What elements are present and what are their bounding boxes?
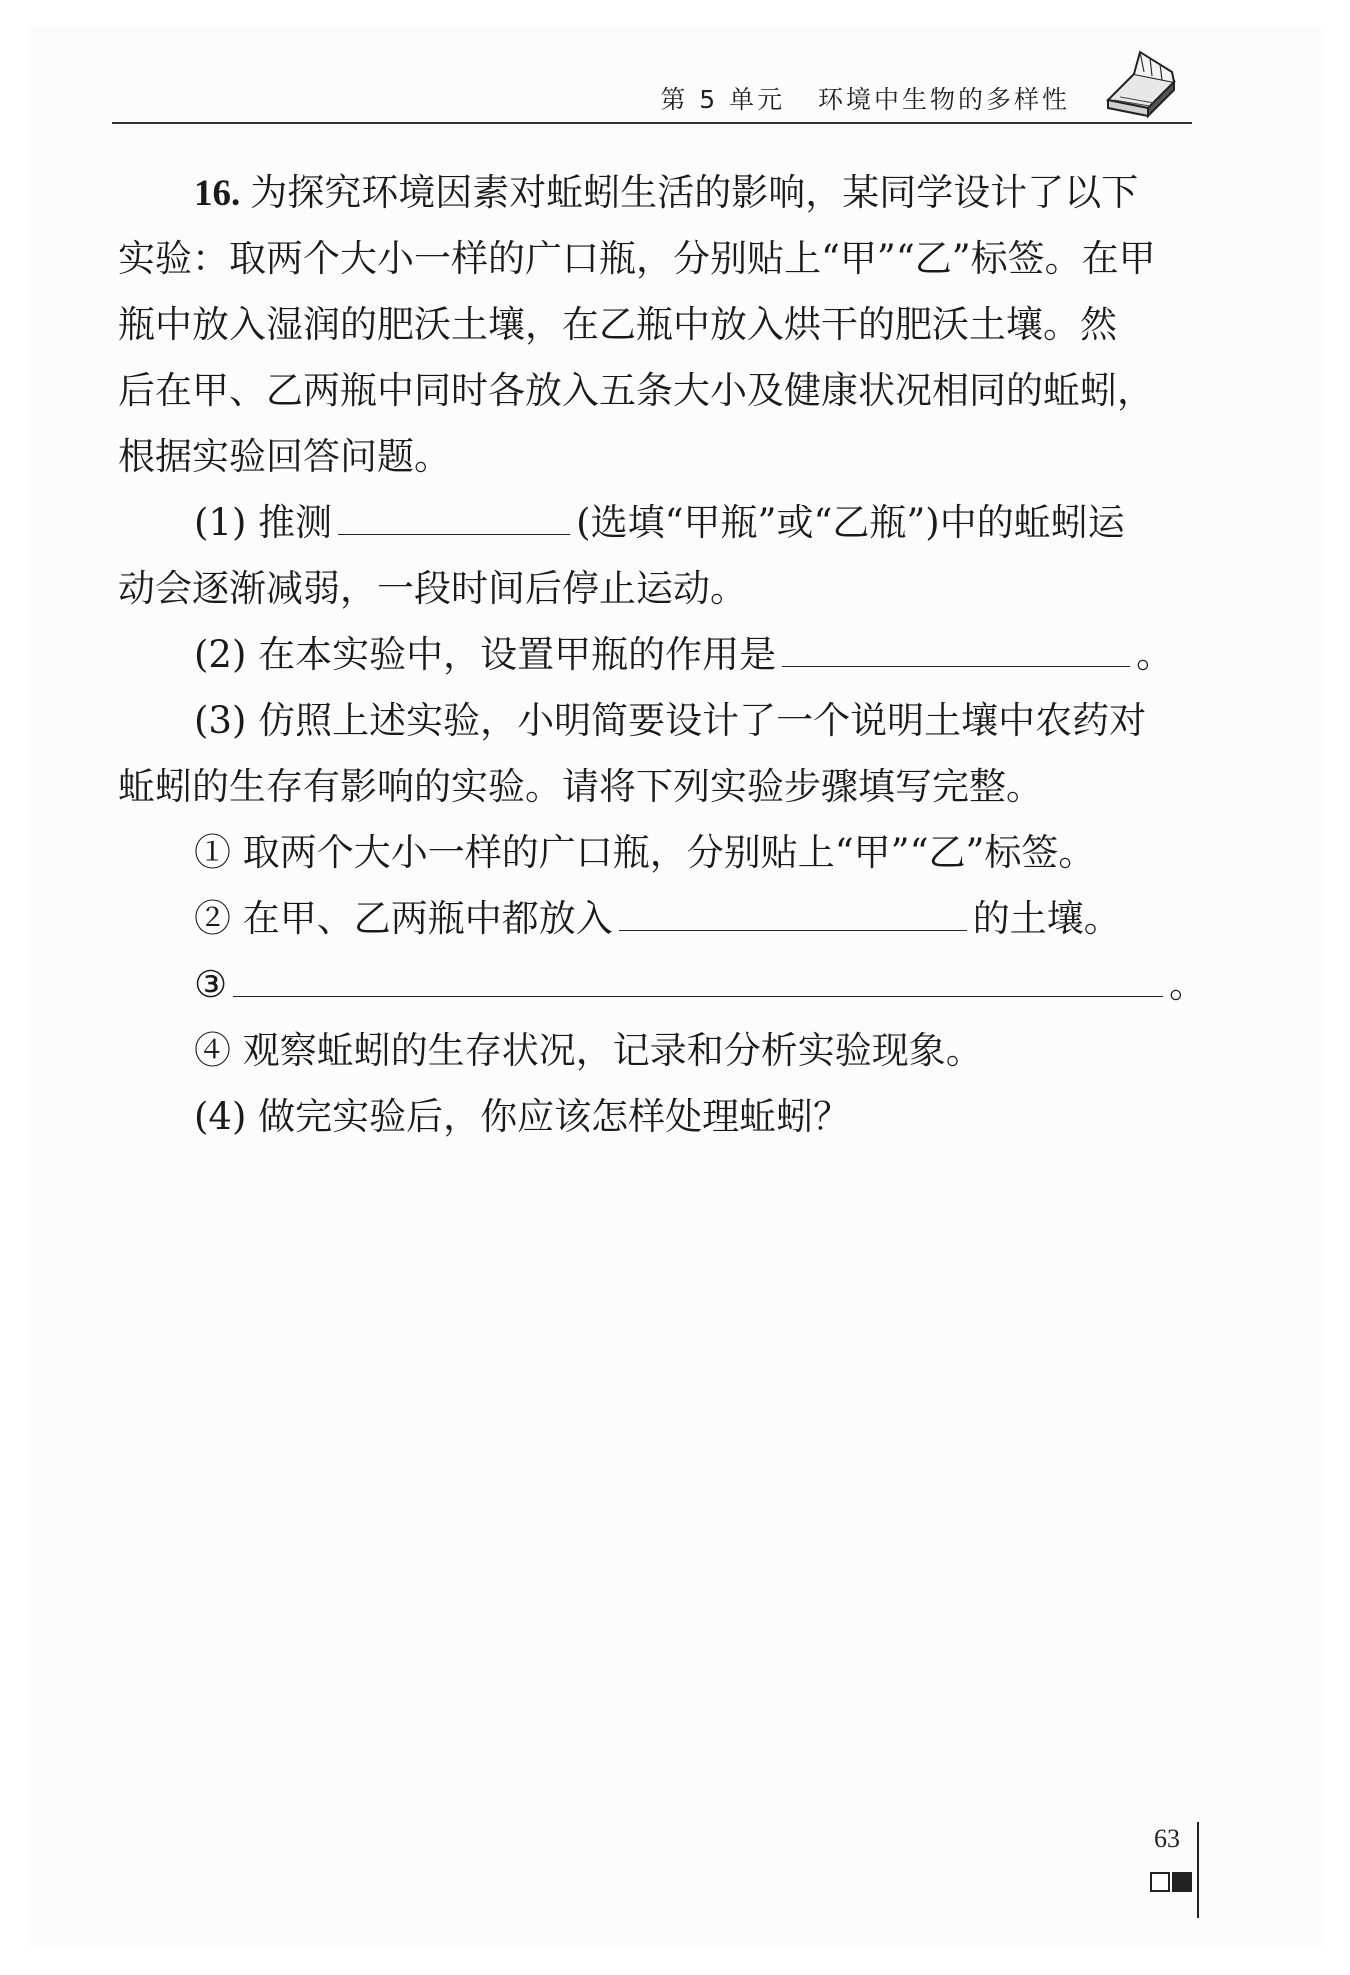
answer-blank-2[interactable]	[782, 622, 1130, 667]
sub3-line-2: 蚯蚓的生存有影响的实验。请将下列实验步骤填写完整。	[118, 765, 1043, 808]
stem-line-4: 后在甲、乙两瓶中同时各放入五条大小及健康状况相同的蚯蚓，	[118, 369, 1154, 412]
step2-before: ② 在甲、乙两瓶中都放入	[194, 897, 613, 940]
sub1-label: (1) 推测	[194, 501, 333, 544]
page-marker-icon	[1150, 1872, 1194, 1892]
stem-line-1	[118, 160, 1200, 226]
step2-after: 的土壤。	[972, 897, 1121, 940]
question-16	[118, 160, 1207, 1150]
stem-text-1: 为探究环境因素对蚯蚓生活的影响，某同学设计了以下	[250, 171, 1139, 214]
header-rule	[112, 122, 1192, 124]
page-number-rule	[1197, 1822, 1199, 1918]
page-number: 63	[1154, 1824, 1180, 1853]
sub1-after: (选填“甲瓶”或“乙瓶”)中的蚯蚓运	[576, 501, 1125, 544]
stem-line-5: 根据实验回答问题。	[118, 435, 451, 478]
sub2-label: (2) 在本实验中，设置甲瓶的作用是	[194, 633, 777, 676]
step-3	[118, 952, 1207, 1018]
answer-blank-4[interactable]	[233, 952, 1163, 997]
step-2	[118, 886, 1200, 952]
sub-question-4: (4) 做完实验后，你应该怎样处理蚯蚓？	[194, 1095, 851, 1138]
book-icon	[1100, 42, 1180, 122]
answer-blank-3[interactable]	[619, 886, 967, 931]
sub-question-1	[118, 490, 1200, 556]
sub-question-3: (3) 仿照上述实验，小明简要设计了一个说明土壤中农药对	[194, 699, 1147, 742]
step-4: ④ 观察蚯蚓的生存状况，记录和分析实验现象。	[194, 1029, 983, 1072]
stem-line-2: 实验：取两个大小一样的广口瓶，分别贴上“甲”“乙”标签。在甲	[118, 237, 1156, 280]
stem-line-3: 瓶中放入湿润的肥沃土壤，在乙瓶中放入烘干的肥沃土壤。然	[118, 303, 1117, 346]
sub2-end: 。	[1136, 633, 1174, 676]
step3-end: 。	[1169, 963, 1207, 1006]
page-header	[112, 70, 1192, 130]
unit-title: 第 5 单元 环境中生物的多样性	[660, 85, 1070, 114]
answer-blank-1[interactable]	[338, 490, 570, 535]
step3-label: ③	[194, 963, 228, 1006]
question-number: 16.	[194, 173, 241, 214]
sub1-line-2: 动会逐渐减弱，一段时间后停止运动。	[118, 567, 747, 610]
step-1: ① 取两个大小一样的广口瓶，分别贴上“甲”“乙”标签。	[194, 831, 1096, 874]
sub-question-2	[118, 622, 1200, 688]
